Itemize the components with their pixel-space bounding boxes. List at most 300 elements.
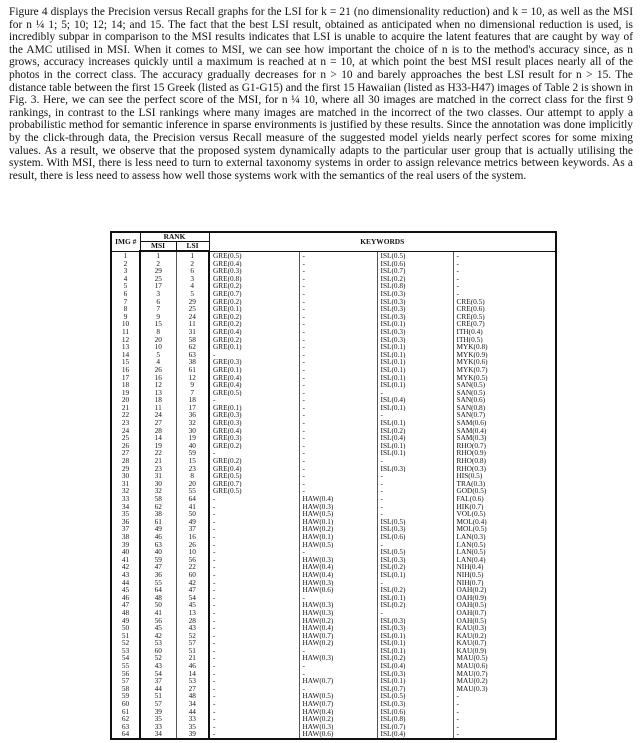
keyword-gre: - [209,449,299,457]
keyword-haw: HAW(0.7) [299,700,377,708]
keyword-location: MYK(0.5) [456,373,488,382]
keyword-isl: - [377,472,453,480]
table-row [111,343,556,351]
table-row [111,267,556,275]
msi-rank: 23 [140,465,176,473]
img-number: 53 [111,647,140,655]
keyword-isl: ISL(0.8) [377,715,453,723]
keyword-gre: GRE(0.8) [209,275,299,283]
keyword-isl: ISL(0.1) [377,320,453,328]
img-number: 17 [111,374,140,382]
keyword-haw: HAW(0.2) [299,525,377,533]
keyword-gre: GRE(0.2) [209,442,299,450]
msi-rank: 32 [140,487,176,495]
keyword-isl: ISL(0.2) [377,427,453,435]
keyword-gre: GRE(0.1) [209,366,299,374]
keyword-gre: - [209,396,299,404]
keyword-gre: - [209,556,299,564]
msi-rank: 1 [140,251,176,260]
msi-rank: 24 [140,411,176,419]
lsi-rank: 30 [176,427,209,435]
keyword-isl: ISL(0.3) [377,290,453,298]
keyword-gre: GRE(0.7) [209,480,299,488]
keyword-location: LAN(0.5) [456,548,486,556]
keyword-isl: ISL(0.1) [377,632,453,640]
lsi-rank: 46 [176,662,209,670]
lsi-header: LSI [176,242,209,252]
lsi-rank: 4 [176,282,209,290]
lsi-rank: 6 [176,267,209,275]
keyword-gre: GRE(0.7) [209,290,299,298]
msi-rank: 13 [140,389,176,397]
keyword-haw: HAW(0.1) [299,533,377,541]
keyword-gre: GRE(0.1) [209,305,299,313]
keyword-haw: - [299,389,377,397]
msi-rank: 8 [140,328,176,336]
body-paragraph: Figure 4 displays the Precision versus Recall graphs for the LSI for k = 21 (no dimensionality reduction) and k = 10, as well as the MSI for n ¼ 1; 5; 10; 12; 14; and 15. The fact that the best LSI result, obtained as anticipated when no dimensional reduction is used, is incredibly subpar in comparison to the MSI results indicates that LSI is unable to acquire the latent features that are caught by way of the AMC utilised in MSI. When it comes to MSI, we can see how important the choice of n is to the method's accuracy since, as n grows, accuracy increases quickly until a maximum is reached at n = 10, at which point the best MSI result places nearly all of the photos in the correct class. The accuracy gradually decreases for n > 10 and barely approaches the best LSI result for n > 15. The distance table between the first 15 Greek (listed as G1-G15) and the first 15 Hawaiian (listed as H33-H47) images of Table 2 is shown in Fig. 3. Here, we can see the perfect score of the MSI, for n ¼ 10, where all 30 images are matched in the correct class for the first 9 rankings, in contrast to the LSI rankings where many images are matched in the incorrect of the two classes. Our attempt to apply a probabilistic method for semantic inference in sparse environments is justified by these results. Since the annotation was done implicitly by the click-through data, the Precision versus Recall measure of the suggested model yields nearly perfect scores for some mixing values. As a result, we observe that the proposed system dynamically adapts to the particular user group that is actually utilising the system. With MSI, there is less need to turn to external taxonomy systems in order to assign relevance metrics between keywords. As a result, there is less need to assess how well those systems work with the semantics of the real users of the system. [9,6,633,182]
img-number: 3 [111,267,140,275]
msi-rank: 9 [140,313,176,321]
msi-rank: 15 [140,320,176,328]
table-row [111,525,556,533]
lsi-rank: 17 [176,404,209,412]
keyword-isl: - [377,609,453,617]
keyword-haw: - [299,457,377,465]
img-number: 50 [111,624,140,632]
msi-rank: 52 [140,654,176,662]
keyword-location: OAH(0.9) [456,593,487,602]
msi-rank: 51 [140,692,176,700]
lsi-rank: 10 [176,548,209,556]
table-row [111,298,556,306]
keyword-isl: ISL(0.3) [377,700,453,708]
lsi-rank: 12 [176,374,209,382]
lsi-rank: 21 [176,654,209,662]
table-row [111,586,556,594]
keyword-gre: - [209,617,299,625]
img-number: 26 [111,442,140,450]
lsi-rank: 34 [176,700,209,708]
keyword-isl: ISL(0.4) [377,662,453,670]
keyword-isl: ISL(0.6) [377,533,453,541]
keyword-isl: ISL(0.1) [377,639,453,647]
table-row [111,609,556,617]
keyword-location: RHO(0.9) [456,449,486,458]
keyword-haw: - [299,419,377,427]
keyword-gre: - [209,730,299,739]
keyword-isl: ISL(0.3) [377,305,453,313]
keyword-gre: GRE(0.4) [209,328,299,336]
keyword-gre: - [209,647,299,655]
keyword-gre: GRE(0.3) [209,358,299,366]
keyword-location: LAN(0.3) [456,532,486,541]
lsi-rank: 33 [176,715,209,723]
lsi-rank: 29 [176,298,209,306]
keyword-isl: ISL(0.1) [377,419,453,427]
keyword-isl: ISL(0.1) [377,571,453,579]
keyword-isl: ISL(0.2) [377,586,453,594]
keyword-isl: ISL(0.1) [377,374,453,382]
keyword-isl: - [377,495,453,503]
keyword-haw: - [299,411,377,419]
keyword-isl: ISL(0.4) [377,434,453,442]
msi-rank: 16 [140,374,176,382]
keyword-gre: - [209,579,299,587]
keyword-gre: - [209,510,299,518]
keyword-gre: GRE(0.5) [209,487,299,495]
img-number: 19 [111,389,140,397]
msi-rank: 2 [140,260,176,268]
msi-rank: 28 [140,427,176,435]
keyword-isl: ISL(0.3) [377,624,453,632]
keyword-haw: HAW(0.4) [299,624,377,632]
keyword-isl: ISL(0.1) [377,677,453,685]
keyword-haw: - [299,662,377,670]
img-number: 43 [111,571,140,579]
table-row [111,730,556,739]
keyword-haw: - [299,647,377,655]
keyword-haw: HAW(0.5) [299,510,377,518]
keyword-haw: - [299,290,377,298]
msi-rank: 31 [140,472,176,480]
table-body [111,251,556,739]
lsi-rank: 24 [176,313,209,321]
table-row [111,251,556,260]
table-row [111,472,556,480]
table-row [111,374,556,382]
msi-rank: 56 [140,617,176,625]
keyword-gre: GRE(0.2) [209,282,299,290]
keyword-location: - [456,730,459,739]
keyword-location: MYK(0.9) [456,350,488,359]
keyword-location: FAL(0.6) [456,495,484,503]
keyword-haw: - [299,472,377,480]
msi-rank: 25 [140,275,176,283]
img-number: 9 [111,313,140,321]
table-row [111,419,556,427]
lsi-rank: 63 [176,351,209,359]
table-row [111,571,556,579]
keyword-haw: HAW(0.3) [299,723,377,731]
img-number: 56 [111,670,140,678]
img-number: 20 [111,396,140,404]
lsi-rank: 7 [176,389,209,397]
img-number: 16 [111,366,140,374]
keyword-location: MAU(0.2) [456,677,488,685]
keyword-isl: - [377,480,453,488]
keyword-isl: - [377,503,453,511]
lsi-rank: 38 [176,358,209,366]
img-number: 30 [111,472,140,480]
table-row [111,275,556,283]
keyword-location: CRE(0.6) [456,305,485,313]
keyword-gre: GRE(0.3) [209,267,299,275]
keyword-location: NIH(0.5) [456,570,484,579]
keyword-gre: - [209,609,299,617]
lsi-rank: 22 [176,563,209,571]
keyword-location: SAN(0.5) [456,388,486,397]
lsi-rank: 54 [176,594,209,602]
lsi-rank: 60 [176,571,209,579]
lsi-rank: 62 [176,343,209,351]
keyword-location: SAN(0.7) [456,411,486,420]
lsi-rank: 15 [176,457,209,465]
img-number: 64 [111,730,140,739]
img-number: 62 [111,715,140,723]
msi-rank: 22 [140,449,176,457]
keyword-isl: - [377,457,453,465]
img-number: 8 [111,305,140,313]
msi-rank: 29 [140,267,176,275]
table-row [111,320,556,328]
keyword-haw: HAW(0.3) [299,579,377,587]
msi-rank: 41 [140,609,176,617]
img-number: 44 [111,579,140,587]
keyword-location: HIK(0.7) [456,502,484,511]
img-number: 48 [111,609,140,617]
keyword-location: - [456,267,459,275]
lsi-rank: 49 [176,518,209,526]
keyword-location: - [456,259,459,268]
lsi-rank: 42 [176,579,209,587]
msi-rank: 58 [140,495,176,503]
keyword-gre: - [209,632,299,640]
keyword-isl: ISL(0.3) [377,313,453,321]
keyword-isl: - [377,541,453,549]
keyword-gre: - [209,670,299,678]
keyword-haw: - [299,267,377,275]
keyword-location: KAU(0.9) [456,646,487,655]
keyword-location: KAU(0.3) [456,624,487,632]
msi-rank: 6 [140,298,176,306]
keyword-gre: GRE(0.5) [209,389,299,397]
msi-rank: 19 [140,442,176,450]
keyword-haw: HAW(0.2) [299,639,377,647]
img-number: 11 [111,328,140,336]
keyword-haw: - [299,487,377,495]
msi-rank: 20 [140,336,176,344]
keyword-gre: GRE(0.1) [209,404,299,412]
keyword-location: MAU(0.5) [456,654,488,663]
keyword-location: RHO(0.3) [456,464,486,473]
table-row [111,715,556,723]
keyword-gre: GRE(0.2) [209,313,299,321]
keyword-gre: - [209,533,299,541]
keyword-location: ITH(0.4) [456,327,483,336]
keyword-gre: - [209,586,299,594]
keyword-location: - [456,707,459,716]
img-number: 36 [111,518,140,526]
msi-rank: 63 [140,541,176,549]
table-row [111,563,556,571]
table-row [111,449,556,457]
keyword-location: TRA(0.3) [456,479,486,488]
img-number: 63 [111,723,140,731]
table-row [111,677,556,685]
lsi-rank: 61 [176,366,209,374]
msi-rank: 14 [140,434,176,442]
img-number: 7 [111,298,140,306]
rank-header: RANK [140,232,209,242]
keyword-gre: GRE(0.3) [209,419,299,427]
keyword-gre: GRE(0.5) [209,251,299,260]
img-number: 39 [111,541,140,549]
keyword-gre: - [209,495,299,503]
msi-rank: 49 [140,525,176,533]
keyword-gre: - [209,723,299,731]
table-row [111,579,556,587]
keyword-location: VOL(0.5) [456,510,486,518]
msi-rank: 30 [140,480,176,488]
lsi-rank: 13 [176,609,209,617]
keyword-location: MYK(0.8) [456,343,488,351]
lsi-rank: 5 [176,290,209,298]
keyword-location: - [456,289,459,298]
keyword-haw: - [299,366,377,374]
keyword-location: NIH(0.4) [456,563,484,571]
keyword-haw: HAW(0.2) [299,617,377,625]
keyword-isl: - [377,579,453,587]
lsi-rank: 9 [176,381,209,389]
keyword-location: - [456,715,459,723]
table-row [111,639,556,647]
lsi-rank: 32 [176,419,209,427]
keyword-haw: HAW(0.2) [299,715,377,723]
keyword-haw: HAW(0.7) [299,677,377,685]
keyword-gre: - [209,692,299,700]
table-row [111,548,556,556]
table-row [111,434,556,442]
lsi-rank: 48 [176,692,209,700]
keyword-isl: ISL(0.1) [377,358,453,366]
keyword-haw: - [299,434,377,442]
keyword-isl: ISL(0.5) [377,518,453,526]
keyword-haw: - [299,374,377,382]
keyword-gre: GRE(0.3) [209,411,299,419]
img-number: 37 [111,525,140,533]
msi-rank: 17 [140,282,176,290]
keyword-gre: - [209,351,299,359]
keyword-location: SAM(0.4) [456,426,487,435]
keyword-haw: HAW(0.3) [299,609,377,617]
keyword-location: SAN(0.6) [456,396,486,404]
keyword-haw: - [299,670,377,678]
img-number: 47 [111,601,140,609]
keyword-location: SAN(0.5) [456,381,486,389]
img-number: 59 [111,692,140,700]
keyword-isl: ISL(0.8) [377,282,453,290]
keyword-location: CRE(0.5) [456,312,485,321]
lsi-rank: 56 [176,556,209,564]
msi-rank: 60 [140,647,176,655]
keyword-haw: - [299,427,377,435]
keyword-isl: ISL(0.3) [377,670,453,678]
keyword-haw: - [299,480,377,488]
msi-rank: 7 [140,305,176,313]
keyword-location: - [456,282,459,290]
keyword-haw: HAW(0.1) [299,518,377,526]
keyword-gre: GRE(0.4) [209,465,299,473]
keyword-location: - [456,722,459,731]
keyword-gre: - [209,654,299,662]
img-number: 13 [111,343,140,351]
keyword-gre: - [209,601,299,609]
keyword-location: MYK(0.7) [456,365,488,374]
keyword-location: SAM(0.6) [456,419,487,427]
lsi-rank: 16 [176,533,209,541]
img-number: 38 [111,533,140,541]
keyword-isl: - [377,487,453,495]
keyword-isl: ISL(0.3) [377,556,453,564]
keyword-location: GOD(0.5) [456,487,487,495]
table-row [111,700,556,708]
keyword-location: KAU(0.2) [456,631,487,640]
keyword-haw: HAW(0.3) [299,601,377,609]
img-number: 54 [111,654,140,662]
keyword-location: CRE(0.7) [456,320,485,328]
keyword-isl: ISL(0.7) [377,685,453,693]
img-header: IMG # [111,232,140,251]
keyword-gre: GRE(0.4) [209,374,299,382]
msi-rank: 46 [140,533,176,541]
img-number: 33 [111,495,140,503]
keyword-location: SAN(0.8) [456,403,486,412]
keyword-isl: ISL(0.7) [377,723,453,731]
msi-rank: 27 [140,419,176,427]
keyword-haw: - [299,442,377,450]
img-number: 32 [111,487,140,495]
img-number: 28 [111,457,140,465]
keyword-gre: - [209,662,299,670]
keyword-isl: ISL(0.1) [377,647,453,655]
img-number: 27 [111,449,140,457]
keyword-haw: HAW(0.5) [299,692,377,700]
table-row [111,404,556,412]
table-row [111,541,556,549]
lsi-rank: 26 [176,541,209,549]
msi-rank: 57 [140,700,176,708]
img-number: 34 [111,503,140,511]
img-number: 14 [111,351,140,359]
msi-rank: 62 [140,503,176,511]
msi-rank: 21 [140,457,176,465]
keyword-isl: ISL(0.1) [377,343,453,351]
keyword-gre: GRE(0.2) [209,457,299,465]
lsi-rank: 1 [176,251,209,260]
keyword-isl: ISL(0.3) [377,525,453,533]
keyword-gre: GRE(0.4) [209,427,299,435]
keyword-isl: ISL(0.3) [377,298,453,306]
keyword-gre: - [209,518,299,526]
keyword-location: MAU(0.3) [456,684,488,693]
msi-rank: 50 [140,601,176,609]
msi-rank: 55 [140,579,176,587]
lsi-rank: 2 [176,260,209,268]
keyword-location: - [456,700,459,708]
msi-rank: 45 [140,624,176,632]
keyword-isl: ISL(0.3) [377,328,453,336]
keyword-isl: ISL(0.5) [377,692,453,700]
table-row [111,654,556,662]
table-row [111,670,556,678]
keyword-haw: - [299,358,377,366]
keyword-location: - [456,274,459,283]
table-row [111,594,556,602]
keyword-gre: - [209,700,299,708]
img-number: 31 [111,480,140,488]
keyword-gre: GRE(0.4) [209,260,299,268]
lsi-rank: 14 [176,670,209,678]
